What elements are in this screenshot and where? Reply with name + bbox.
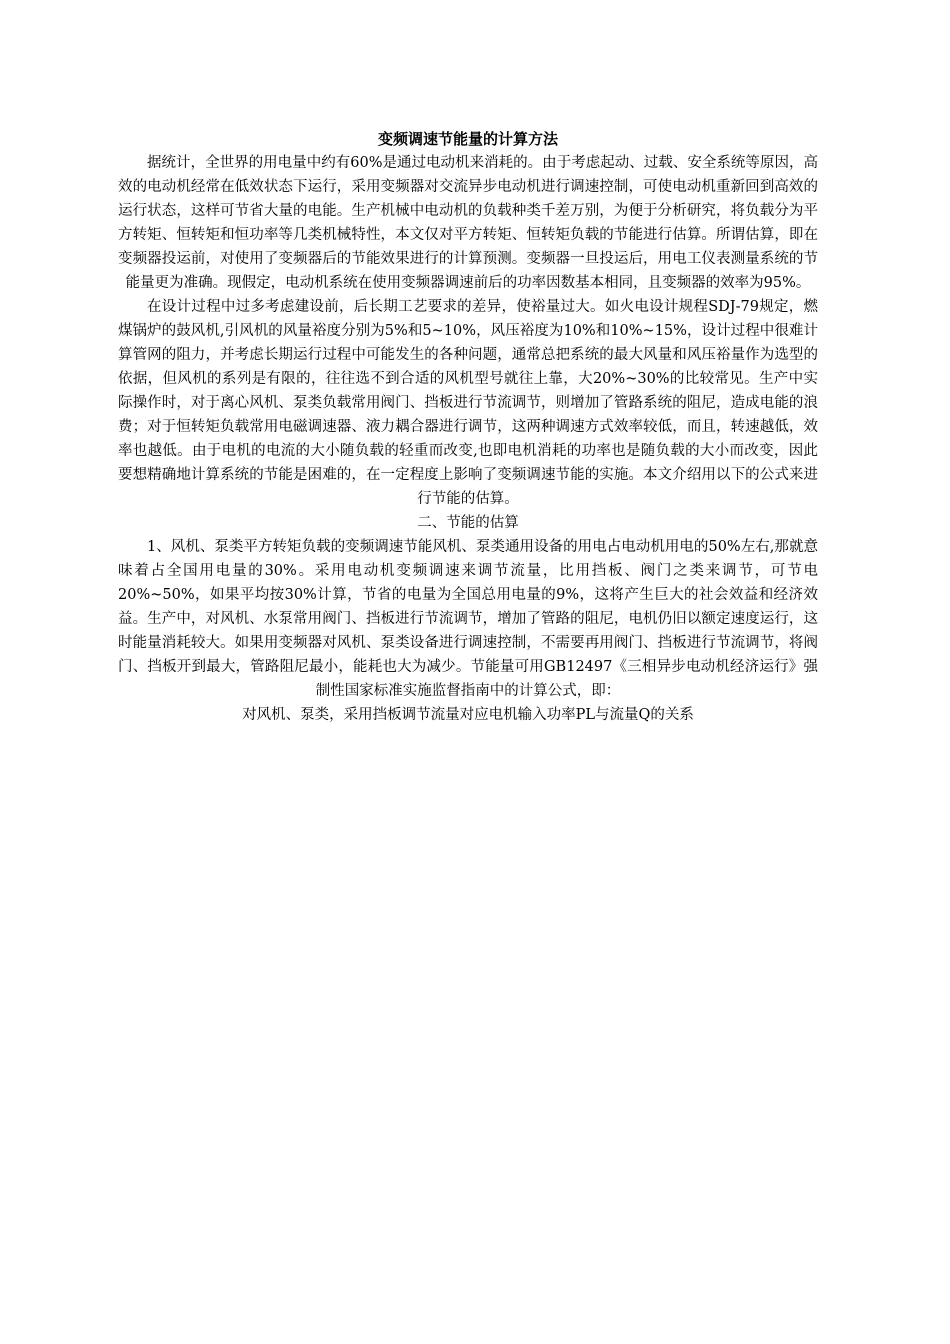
design-margin-paragraph: 在设计过程中过多考虑建设前，后长期工艺要求的差异，使裕量过大。如火电设计规程SDJ-79规定，燃煤锅炉的鼓风机,引风机的风量裕度分别为5%和5~10%，风压裕度为10%和10%~15%，设计过程中很难计算管网的阻力，并考虑长期运行过程中可能发生的各种问题，通常总把系统的最大风量和风压裕量作为选型的依据，但风机的系列是有限的，往往选不到合适的风机型号就往上靠，大20%~30%的比较常见。生产中实际操作时，对于离心风机、泵类负载常用阀门、挡板进行节流调节，则增加了管路系统的阻尼，造成电能的浪费；对于恒转矩负载常用电磁调速器、液力耦合器进行调节，这两种调速方式效率较低，而且，转速越低，效率也越低。由于电机的电流的大小随负载的轻重而改变,也即电机消耗的功率也是随负载的大小而改变，因此要想精确地计算系统的节能是困难的，在一定程度上影响了变频调速节能的实施。本文介绍用以下的公式来进行节能的估算。 [118, 299, 818, 507]
section-heading: 二、节能的估算 [417, 515, 519, 531]
fan-pump-paragraph: 1、风机、泵类平方转矩负载的变频调速节能风机、泵类通用设备的用电占电动机用电的50%左右,那就意味着占全国用电量的30%。采用电动机变频调速来调节流量，比用挡板、阀门之类来调节，可节电20%~50%，如果平均按30%计算，节省的电量为全国总用电量的9%，这将产生巨大的社会效益和经济效益。生产中，对风机、水泵常用阀门、挡板进行节流调节，增加了管路的阻尼，电机仍旧以额定速度运行，这时能量消耗较大。如果用变频器对风机、泵类设备进行调速控制，不需要再用阀门、挡板进行节流调节，将阀门、挡板开到最大，管路阻尼最小，能耗也大为减少。节能量可用GB12497《三相异步电动机经济运行》强制性国家标准实施监督指南中的计算公式，即： [118, 539, 818, 699]
document-title: 变频调速节能量的计算方法 [377, 130, 558, 148]
document-body [118, 128, 818, 727]
intro-paragraph: 据统计，全世界的用电量中约有60%是通过电动机来消耗的。由于考虑起动、过载、安全系统等原因，高效的电动机经常在低效状态下运行，采用变频器对交流异步电动机进行调速控制，可使电动机重新回到高效的运行状态，这样可节省大量的电能。生产机械中电动机的负载种类千差万别，为便于分析研究，将负载分为平方转矩、恒转矩和恒功率等几类机械特性，本文仅对平方转矩、恒转矩负载的节能进行估算。所谓估算，即在变频器投运前，对使用了变频器后的节能效果进行的计算预测。变频器一旦投运后，用电工仪表测量系统的节能量更为准确。现假定，电动机系统在使用变频器调速前后的功率因数基本相同，且变频器的效率为95%。 [118, 155, 818, 291]
formula-caption: 对风机、泵类，采用挡板调节流量对应电机输入功率PL与流量Q的关系 [242, 707, 694, 723]
